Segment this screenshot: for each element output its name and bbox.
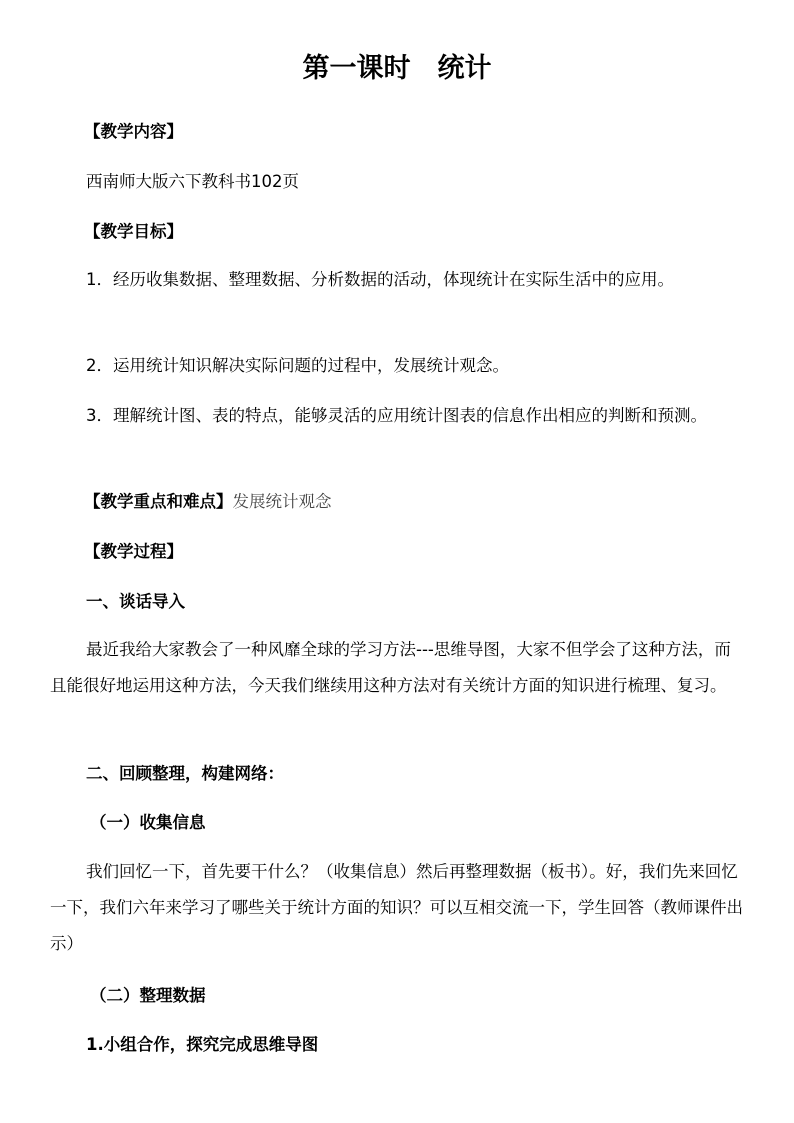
page-title: 第一课时 统计 [302,53,492,84]
subsection-1-text: 我们回忆一下，首先要干什么？（收集信息）然后再整理数据（板书）。好，我们先来回忆一下，我们六年来学习了哪些关于统计方面的知识？可以互相交流一下，学生回答（教师课件出示） [50,862,743,953]
step-1-heading: 1.小组合作，探究完成思维导图 [86,1035,319,1054]
goal-item-1: 1．经历收集数据、整理数据、分析数据的活动，体现统计在实际生活中的应用。 [86,270,674,289]
section-1-text: 最近我给大家教会了一种风靡全球的学习方法---思维导图，大家不但学会了这种方法，而且能很好地运用这种方法，今天我们继续用这种方法对有关统计方面的知识进行梳理、复习。 [50,640,731,695]
goal-item-3: 3．理解统计图、表的特点，能够灵活的应用统计图表的信息作出相应的判断和预测。 [86,406,707,425]
section-1-heading: 一、谈话导入 [86,592,185,611]
key-points-heading: 【教学重点和难点】 [84,492,233,511]
goal-item-2: 2．运用统计知识解决实际问题的过程中，发展统计观念。 [86,356,509,375]
key-points-text: 发展统计观念 [232,492,332,511]
subsection-2-heading: （二）整理数据 [90,986,206,1005]
teaching-goals-heading: 【教学目标】 [84,222,183,241]
key-points-row [84,491,332,513]
section-2-heading: 二、回顾整理，构建网络： [86,764,284,783]
teaching-content-text: 西南师大版六下教科书102页 [86,172,299,191]
subsection-1-heading: （一）收集信息 [90,813,206,832]
teaching-process-heading: 【教学过程】 [84,542,183,561]
teaching-content-heading: 【教学内容】 [84,122,183,141]
